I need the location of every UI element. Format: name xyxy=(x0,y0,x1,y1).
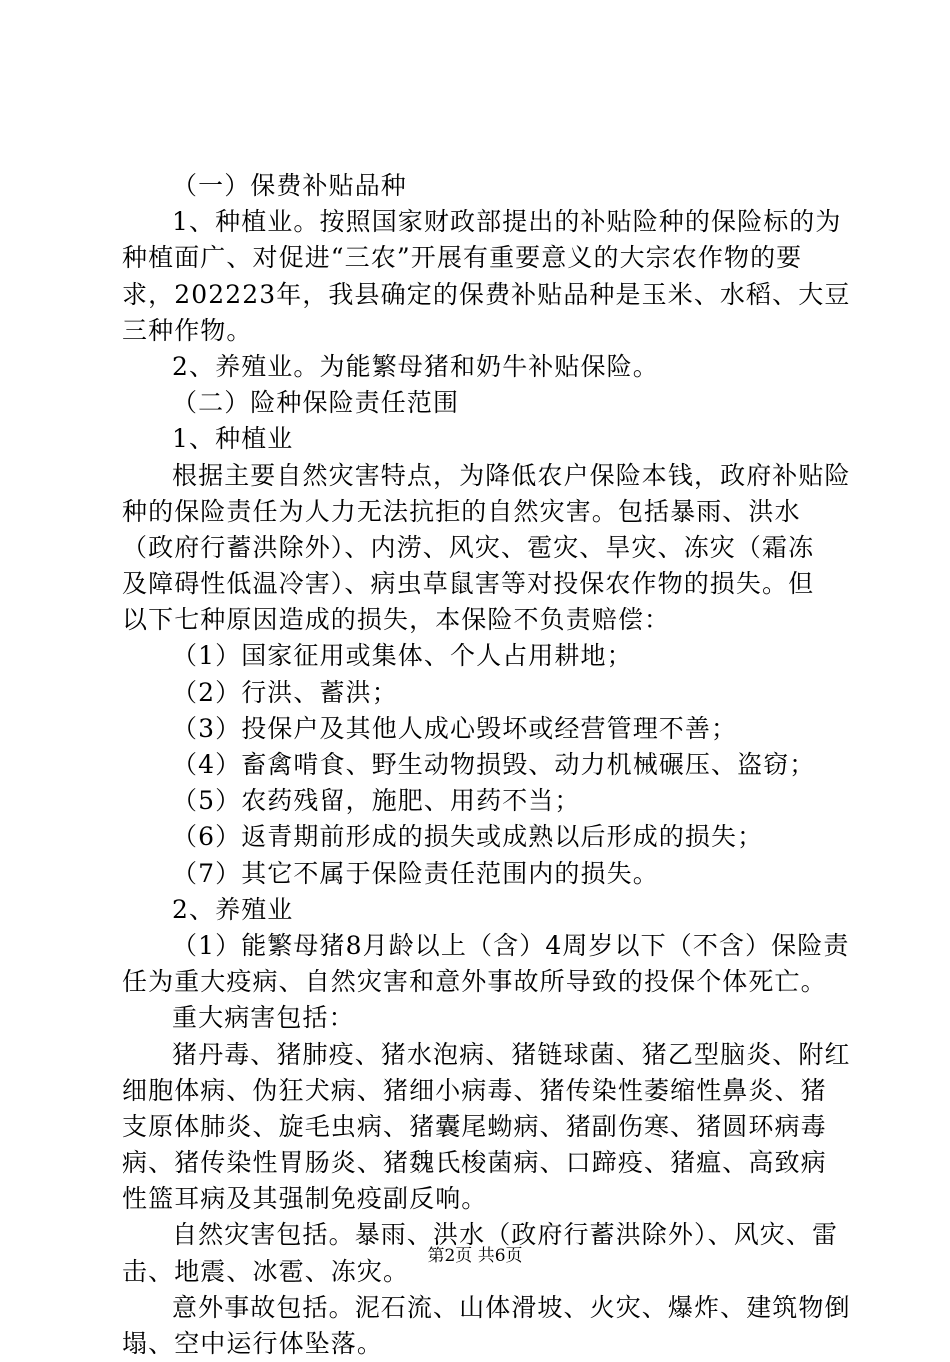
paragraph-line: 种的保险责任为人力无法抗拒的自然灾害。包括暴雨、洪水 xyxy=(122,496,801,526)
paragraph-line: 自然灾害包括。暴雨、洪水（政府行蓄洪除外）、风灾、雷 xyxy=(172,1220,839,1250)
paragraph-line: 任为重大疫病、自然灾害和意外事故所导致的投保个体死亡。 xyxy=(122,967,827,997)
list-item: （3）投保户及其他人成心毁坏或经营管理不善； xyxy=(172,713,738,743)
list-item: （4）畜禽啃食、野生动物损毁、动力机械碾压、盗窃； xyxy=(172,750,816,779)
list-item: （2）行洪、蓄洪； xyxy=(172,677,398,707)
paragraph-line: 根据主要自然灾害特点，为降低农户保险本钱，政府补贴险 xyxy=(172,460,851,490)
paragraph-line: 意外事故包括。泥石流、山体滑坡、火灾、爆炸、建筑物倒 xyxy=(172,1292,851,1322)
paragraph-line: （政府行蓄洪除外）、内涝、风灾、雹灾、旱灾、冻灾（霜冻 xyxy=(122,532,815,562)
paragraph-line: （1）能繁母猪8月龄以上（含）4周岁以下（不含）保险责 xyxy=(172,930,850,960)
paragraph-line: 重大病害包括： xyxy=(172,1003,355,1033)
paragraph-line: 2、养殖业。为能繁母猪和奶牛补贴保险。 xyxy=(172,351,659,381)
paragraph-line: 三种作物。 xyxy=(122,315,253,345)
paragraph-line: 猪丹毒、猪肺疫、猪水泡病、猪链球菌、猪乙型脑炎、附红 xyxy=(172,1039,851,1069)
paragraph-line: 支原体肺炎、旋毛虫病、猪囊尾蚴病、猪副伤寒、猪圆环病毒 xyxy=(122,1111,827,1141)
list-item: （1）国家征用或集体、个人占用耕地； xyxy=(172,641,633,671)
document-body xyxy=(122,168,851,1362)
paragraph-line: 细胞体病、伪狂犬病、猪细小病毒、猪传染性萎缩性鼻炎、猪 xyxy=(122,1075,827,1105)
subsection-heading: 1、种植业 xyxy=(172,424,294,454)
subsection-heading: 2、养殖业 xyxy=(172,894,294,924)
section-heading: （一）保费补贴品种 xyxy=(172,171,407,200)
paragraph-line: 病、猪传染性胃肠炎、猪魏氏梭菌病、口蹄疫、猪瘟、高致病 xyxy=(122,1148,827,1178)
list-item: （6）返青期前形成的损失或成熟以后形成的损失； xyxy=(172,822,764,852)
paragraph-line: 及障碍性低温冷害）、病虫草鼠害等对投保农作物的损失。但 xyxy=(122,569,815,599)
list-item: （7）其它不属于保险责任范围内的损失。 xyxy=(172,858,659,888)
paragraph-line: 以下七种原因造成的损失，本保险不负责赔偿： xyxy=(122,605,671,635)
paragraph-line: 求，202223年，我县确定的保费补贴品种是玉米、水稻、大豆 xyxy=(122,279,851,309)
paragraph-line: 塌、空中运行体坠落。 xyxy=(122,1329,384,1358)
paragraph-line: 1、种植业。按照国家财政部提出的补贴险种的保险标的为 xyxy=(172,207,842,237)
paragraph-line: 击、地震、冰雹、冻灾。 xyxy=(122,1256,410,1286)
paragraph-line: 性篮耳病及其强制免疫副反响。 xyxy=(122,1184,488,1214)
list-item: （5）农药残留，施肥、用药不当； xyxy=(172,786,581,816)
page-footer: 第2页 共6页 xyxy=(427,1246,523,1266)
section-heading: （二）险种保险责任范围 xyxy=(172,388,460,418)
paragraph-line: 种植面广、对促进“三农”开展有重要意义的大宗农作物的要 xyxy=(122,243,803,273)
